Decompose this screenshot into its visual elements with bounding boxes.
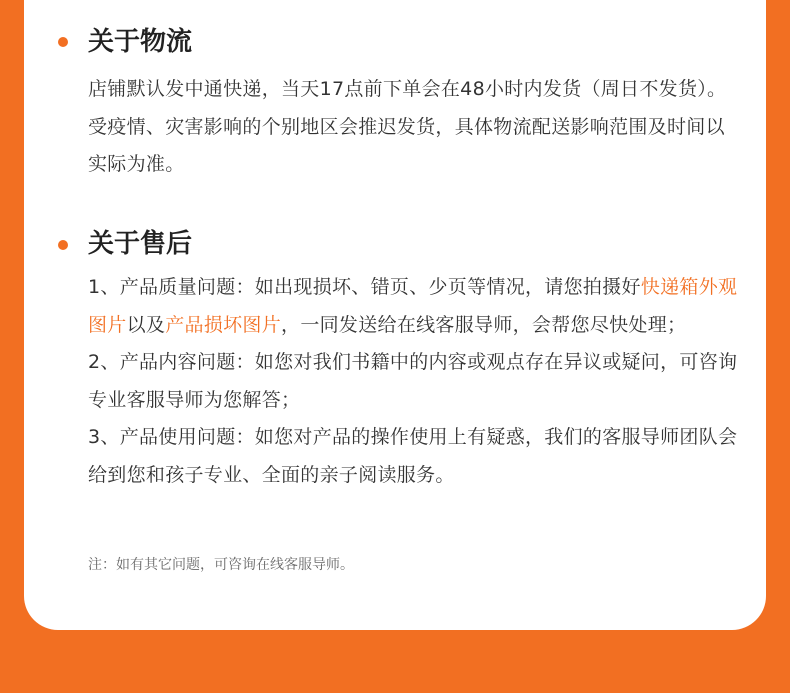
logistics-body: 店铺默认发中通快递，当天17点前下单会在48小时内发货（周日不发货）。受疫情、灾害影响的个别地区会推迟发货，具体物流配送影响范围及时间以实际为准。	[88, 78, 727, 175]
info-card	[24, 0, 766, 630]
bullet-dot-icon	[58, 240, 68, 250]
footnote: 注：如有其它问题，可咨询在线客服导师。	[88, 557, 354, 573]
after-sales-heading: 关于售后	[88, 229, 193, 259]
logistics-heading: 关于物流	[88, 27, 193, 57]
after-sales-item-3: 3、产品使用问题：如您对产品的操作使用上有疑惑，我们的客服导师团队会给到您和孩子专业、全面的亲子阅读服务。	[88, 426, 738, 486]
highlight-damage-photo: 产品损坏图片	[165, 313, 282, 336]
after-sales-body	[88, 269, 738, 494]
after-sales-item-1: 1、产品质量问题：如出现损坏、错页、少页等情况，请您拍摄好快递箱外观图片以及产品损坏图片，一同发送给在线客服导师，会帮您尽快处理；	[88, 276, 738, 336]
highlight-box-photo: 快递箱外观图片	[88, 276, 738, 336]
bullet-dot-icon	[58, 37, 68, 47]
after-sales-item-2: 2、产品内容问题：如您对我们书籍中的内容或观点存在异议或疑问，可咨询专业客服导师为您解答；	[88, 351, 738, 411]
